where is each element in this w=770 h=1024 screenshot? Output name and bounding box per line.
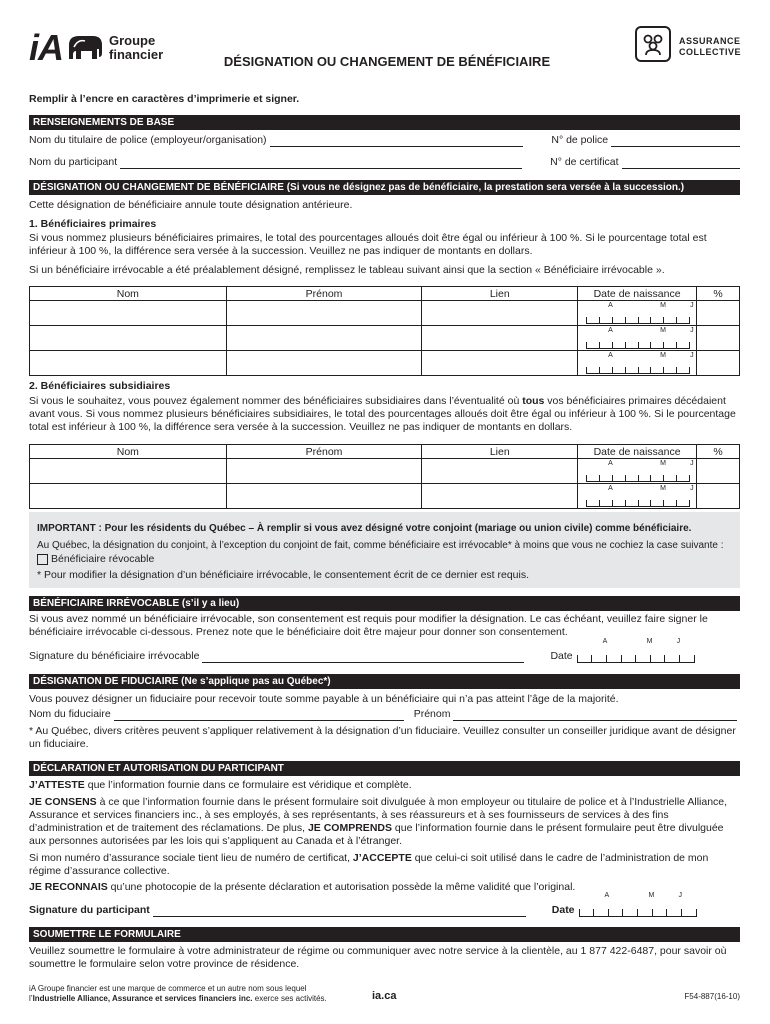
- policyholder-field[interactable]: [270, 135, 524, 147]
- cell-prenom[interactable]: [226, 301, 422, 326]
- cell-date[interactable]: A M J: [578, 459, 697, 484]
- trustee-note: * Au Québec, divers critères peuvent s’appliquer relativement à la désignation d’un fiduciaire. Veuillez consulter un conseiller juridique avant de désigner un fiduciaire.: [29, 725, 736, 750]
- declaration-sin: Si mon numéro d’assurance sociale tient lieu de numéro de certificat, J’ACCEPTE que celui-ci soit utilisé dans le cadre de l’administration de mon régime d’assurance collective.: [29, 852, 709, 877]
- secondary-paragraph: Si vous le souhaitez, vous pouvez également nommer des bénéficiaires subsidiaires dans l’éventualité où tous vos bénéficiaires primaires décédaient avant vous. Si vous nommez plusieurs bénéficiaires subsidiaires, le total des pourcentages alloués doit être égal ou inférieur à 100 %. Si le pourcentage total est inférieur à 100 %, la différence sera versée à la succession. Veuillez ne pas indiquer de montants en dollars.: [29, 395, 736, 433]
- important-title: IMPORTANT : Pour les résidents du Québec – À remplir si vous avez désigné votre conjoint (mariage ou union civile) comme bénéficiaire.: [37, 523, 692, 534]
- participant-signature-label: Signature du participant: [29, 904, 150, 916]
- irrevocable-signature-field[interactable]: [202, 651, 524, 663]
- form-code: F54-887(16-10): [684, 992, 740, 1001]
- form-header: [29, 24, 745, 74]
- irrevocable-date-field[interactable]: A M J: [577, 649, 695, 663]
- logo-line2: financier: [109, 47, 164, 62]
- col-nom: Nom: [30, 287, 227, 301]
- col-date: Date de naissance: [578, 445, 697, 459]
- submit-text: Veuillez soumettre le formulaire à votre administrateur de régime ou communiquer avec notre service à la clientèle, au 1 877 422-6487, pour savoir où soumettre le formulaire selon votre province de résidence.: [29, 945, 727, 970]
- irrevocable-date-label: Date: [550, 650, 573, 662]
- col-prenom: Prénom: [226, 445, 422, 459]
- cell-nom[interactable]: [30, 351, 227, 376]
- revocable-checkbox[interactable]: [37, 554, 48, 565]
- important-box: [29, 512, 740, 588]
- cell-date[interactable]: A M J: [578, 351, 697, 376]
- declaration-consent: JE CONSENS à ce que l’information fournie dans le présent formulaire soit divulguée à mon employeur ou titulaire de police et à l’Industrielle Alliance, Assurance et services financiers inc., à ses employés, à ses représentants, à ses réassureurs et à ses fournisseurs de services à des fins d’administration et de traitement des réclamations. De plus, JE COMPRENDS que l’information fournie dans le présent formulaire peut être divulguée aux personnes autorisées par les lois qui s’appliquent au Canada et à l’étranger.: [29, 796, 728, 847]
- cell-nom[interactable]: [30, 326, 227, 351]
- col-percent: %: [697, 445, 740, 459]
- col-date: Date de naissance: [578, 287, 697, 301]
- cell-nom[interactable]: [30, 301, 227, 326]
- cell-date[interactable]: A M J: [578, 484, 697, 509]
- cell-prenom[interactable]: [226, 484, 422, 509]
- trustee-first-label: Prénom: [413, 708, 451, 720]
- table-row: [30, 301, 740, 326]
- section-bar-irrevocable: BÉNÉFICIAIRE IRRÉVOCABLE (s’il y a lieu): [29, 596, 740, 611]
- group-insurance-badge: ASSURANCE COLLECTIVE: [679, 36, 742, 57]
- document-title: DÉSIGNATION OU CHANGEMENT DE BÉNÉFICIAIRE: [223, 54, 551, 69]
- policyholder-label: Nom du titulaire de police (employeur/organisation): [29, 134, 267, 146]
- cell-lien[interactable]: [422, 459, 578, 484]
- participant-signature-field[interactable]: [153, 905, 526, 917]
- section-bar-declaration: DÉCLARATION ET AUTORISATION DU PARTICIPANT: [29, 761, 740, 776]
- table-row: [30, 326, 740, 351]
- section-bar-trustee: DÉSIGNATION DE FIDUCIAIRE (Ne s’applique pas au Québec*): [29, 674, 740, 689]
- trustee-name-field[interactable]: [114, 709, 404, 721]
- secondary-table: [29, 444, 740, 509]
- cell-nom[interactable]: [30, 459, 227, 484]
- declaration-recognize: JE RECONNAIS qu’une photocopie de la présente déclaration et autorisation possède la même validité que l’original.: [29, 881, 576, 893]
- primary-table: [29, 286, 740, 376]
- section-bar-submit: SOUMETTRE LE FORMULAIRE: [29, 927, 740, 942]
- secondary-title: 2. Bénéficiaires subsidiaires: [29, 380, 171, 392]
- col-lien: Lien: [422, 287, 578, 301]
- cert-no-field[interactable]: [622, 157, 740, 169]
- group-insurance-icon: [635, 26, 671, 62]
- participant-date-label: Date: [551, 904, 575, 916]
- col-percent: %: [697, 287, 740, 301]
- table-row: [30, 484, 740, 509]
- cell-date[interactable]: A M J: [578, 301, 697, 326]
- cell-nom[interactable]: [30, 484, 227, 509]
- logo-line1: Groupe: [109, 33, 156, 48]
- cell-percent[interactable]: [697, 301, 740, 326]
- participant-date-field[interactable]: A M J: [579, 903, 697, 917]
- policy-no-label: N° de police: [551, 134, 609, 146]
- logo-mark: iA: [29, 27, 63, 68]
- cell-percent[interactable]: [697, 484, 740, 509]
- important-note: * Pour modifier la désignation d’un bénéficiaire irrévocable, le consentement écrit de ce dernier est requis.: [37, 569, 530, 581]
- irrevocable-text: Si vous avez nommé un bénéficiaire irrévocable, son consentement est requis pour modifier la désignation. Le cas échéant, veuillez faire signer le bénéficiaire irrévocable ci-dessous. Prenez note que le bénéficiaire doit être majeur pour donner son consentement.: [29, 613, 708, 638]
- policy-no-field[interactable]: [611, 135, 740, 147]
- participant-label: Nom du participant: [29, 156, 118, 168]
- cell-prenom[interactable]: [226, 351, 422, 376]
- cell-lien[interactable]: [422, 301, 578, 326]
- revocable-label: Bénéficiaire révocable: [51, 553, 155, 565]
- cell-prenom[interactable]: [226, 326, 422, 351]
- cell-lien[interactable]: [422, 326, 578, 351]
- table-row: [30, 351, 740, 376]
- primary-title: 1. Bénéficiaires primaires: [29, 218, 157, 230]
- cell-date[interactable]: A M J: [578, 326, 697, 351]
- participant-field[interactable]: [120, 157, 522, 169]
- cell-percent[interactable]: [697, 351, 740, 376]
- instructions: Remplir à l’encre en caractères d’imprimerie et signer.: [29, 93, 300, 105]
- col-prenom: Prénom: [226, 287, 422, 301]
- footer-trademark: iA Groupe financier est une marque de commerce et un autre nom sous lequel l’Industrielle Alliance, Assurance et services financiers inc. exerce ses activités.: [29, 984, 327, 1003]
- cell-lien[interactable]: [422, 484, 578, 509]
- cell-percent[interactable]: [697, 459, 740, 484]
- cell-lien[interactable]: [422, 351, 578, 376]
- declaration-attest: J’ATTESTE que l’information fournie dans ce formulaire est véridique et complète.: [29, 779, 412, 791]
- section-bar-base: RENSEIGNEMENTS DE BASE: [29, 115, 740, 130]
- irrevocable-signature-label: Signature du bénéficiaire irrévocable: [29, 650, 200, 662]
- footer-site-link[interactable]: ia.ca: [372, 990, 397, 1002]
- table-row: [30, 459, 740, 484]
- trustee-first-field[interactable]: [453, 709, 737, 721]
- cell-percent[interactable]: [697, 326, 740, 351]
- primary-irrevocable-note: Si un bénéficiaire irrévocable a été préalablement désigné, remplissez le tableau suivant ainsi que la section « Bénéficiaire irrévocable ».: [29, 264, 665, 276]
- col-lien: Lien: [422, 445, 578, 459]
- cell-prenom[interactable]: [226, 459, 422, 484]
- cancels-text: Cette désignation de bénéficiaire annule toute désignation antérieure.: [29, 199, 353, 211]
- trustee-text: Vous pouvez désigner un fiduciaire pour recevoir toute somme payable à un bénéficiaire qui n’a pas atteint l’âge de la majorité.: [29, 693, 619, 705]
- trustee-name-label: Nom du fiduciaire: [29, 708, 111, 720]
- primary-paragraph: Si vous nommez plusieurs bénéficiaires primaires, le total des pourcentages alloués doit être égal ou inférieur à 100 %. Si le pourcentage total est inférieur à 100 %, la différence sera versée à la succession. Veuillez ne pas indiquer de montants en dollars.: [29, 232, 707, 257]
- important-text: Au Québec, la désignation du conjoint, à l’exception du conjoint de fait, comme bénéficiaire est irrévocable* à moins que vous ne cochiez la case suivante :: [37, 540, 724, 551]
- cert-no-label: N° de certificat: [550, 156, 619, 168]
- section-bar-designation: DÉSIGNATION OU CHANGEMENT DE BÉNÉFICIAIRE (Si vous ne désignez pas de bénéficiaire, la prestation sera versée à la succession.): [29, 180, 740, 195]
- col-nom: Nom: [30, 445, 227, 459]
